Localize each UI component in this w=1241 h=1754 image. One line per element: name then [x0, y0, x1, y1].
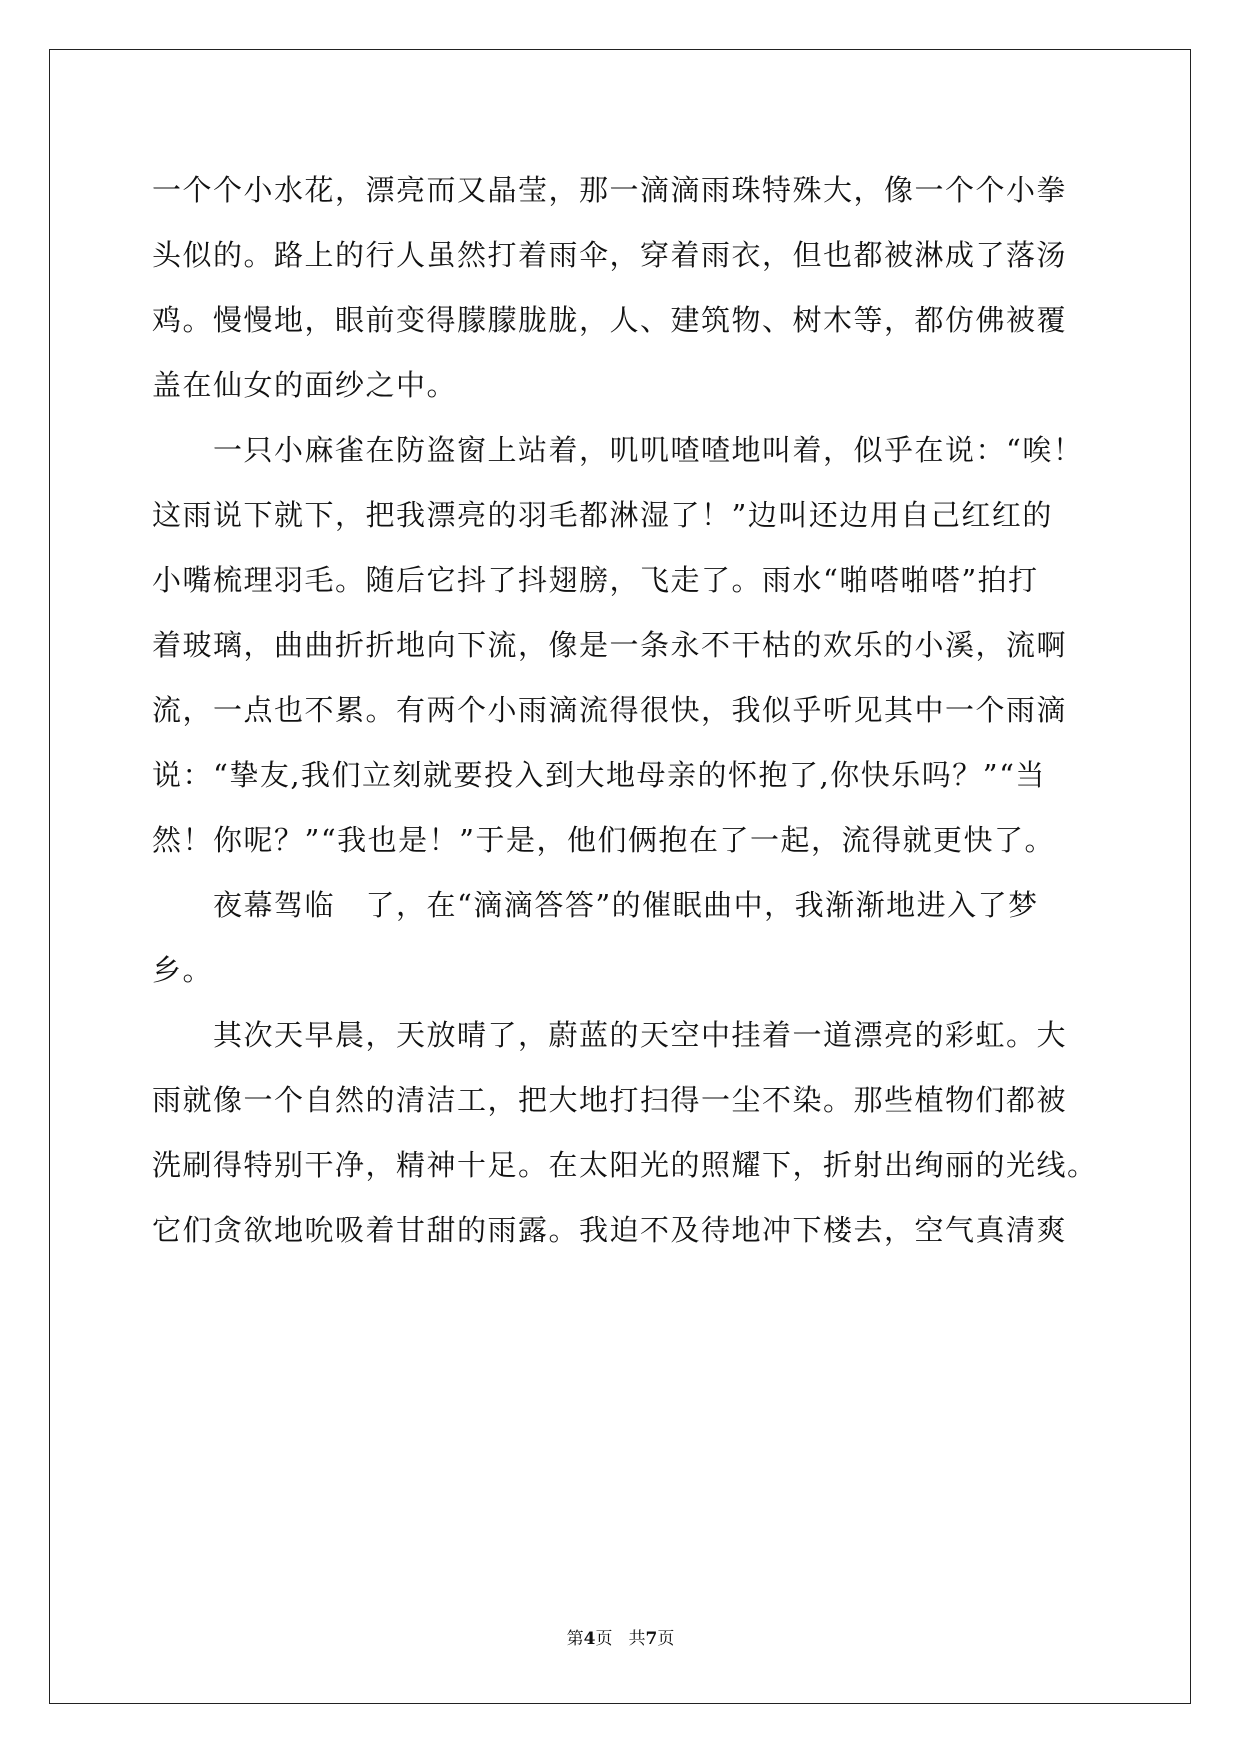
- page-footer: [0, 1628, 1241, 1650]
- text-line: 说：“挚友,我们立刻就要投入到大地母亲的怀抱了,你快乐吗？”“当: [152, 758, 1046, 792]
- text-line: 这雨说下就下，把我漂亮的羽毛都淋湿了！”边叫还边用自己红红的: [152, 498, 1053, 532]
- text-line: 盖在仙女的面纱之中。: [152, 368, 458, 402]
- text-line: 然！你呢？”“我也是！”于是，他们俩抱在了一起，流得就更快了。: [152, 823, 1055, 857]
- text-line: 夜幕驾临 了，在“滴滴答答”的催眠曲中，我渐渐地进入了梦: [152, 888, 1039, 922]
- text-line: 乡。: [152, 953, 214, 987]
- text-line: 着玻璃，曲曲折折地向下流，像是一条永不干枯的欢乐的小溪，流啊: [152, 628, 1068, 662]
- text-line: 鸡。慢慢地，眼前变得朦朦胧胧，人、建筑物、树木等，都仿佛被覆: [152, 303, 1068, 337]
- text-line: 流，一点也不累。有两个小雨滴流得很快，我似乎听见其中一个雨滴: [152, 693, 1068, 727]
- page-suffix: 页: [595, 1629, 613, 1649]
- text-line: 洗刷得特别干净，精神十足。在太阳光的照耀下，折射出绚丽的光线。: [152, 1148, 1098, 1182]
- page-prefix: 第: [566, 1629, 584, 1649]
- document-body: [152, 158, 1098, 1263]
- total-suffix: 页: [657, 1629, 675, 1649]
- text-line: 其次天早晨，天放晴了，蔚蓝的天空中挂着一道漂亮的彩虹。大: [152, 1018, 1068, 1052]
- total-prefix: 共: [628, 1629, 646, 1649]
- text-line: 一个个小水花，漂亮而又晶莹，那一滴滴雨珠特殊大，像一个个小拳: [152, 173, 1068, 207]
- total-pages: 7: [645, 1629, 658, 1649]
- text-line: 一只小麻雀在防盗窗上站着，叽叽喳喳地叫着，似乎在说：“唉！: [152, 433, 1084, 467]
- text-line: 它们贪欲地吮吸着甘甜的雨露。我迫不及待地冲下楼去，空气真清爽: [152, 1213, 1068, 1247]
- text-line: 雨就像一个自然的清洁工，把大地打扫得一尘不染。那些植物们都被: [152, 1083, 1068, 1117]
- text-line: 头似的。路上的行人虽然打着雨伞，穿着雨衣，但也都被淋成了落汤: [152, 238, 1068, 272]
- text-line: 小嘴梳理羽毛。随后它抖了抖翅膀，飞走了。雨水“啪嗒啪嗒”拍打: [152, 563, 1039, 597]
- page-number: 4: [583, 1629, 596, 1649]
